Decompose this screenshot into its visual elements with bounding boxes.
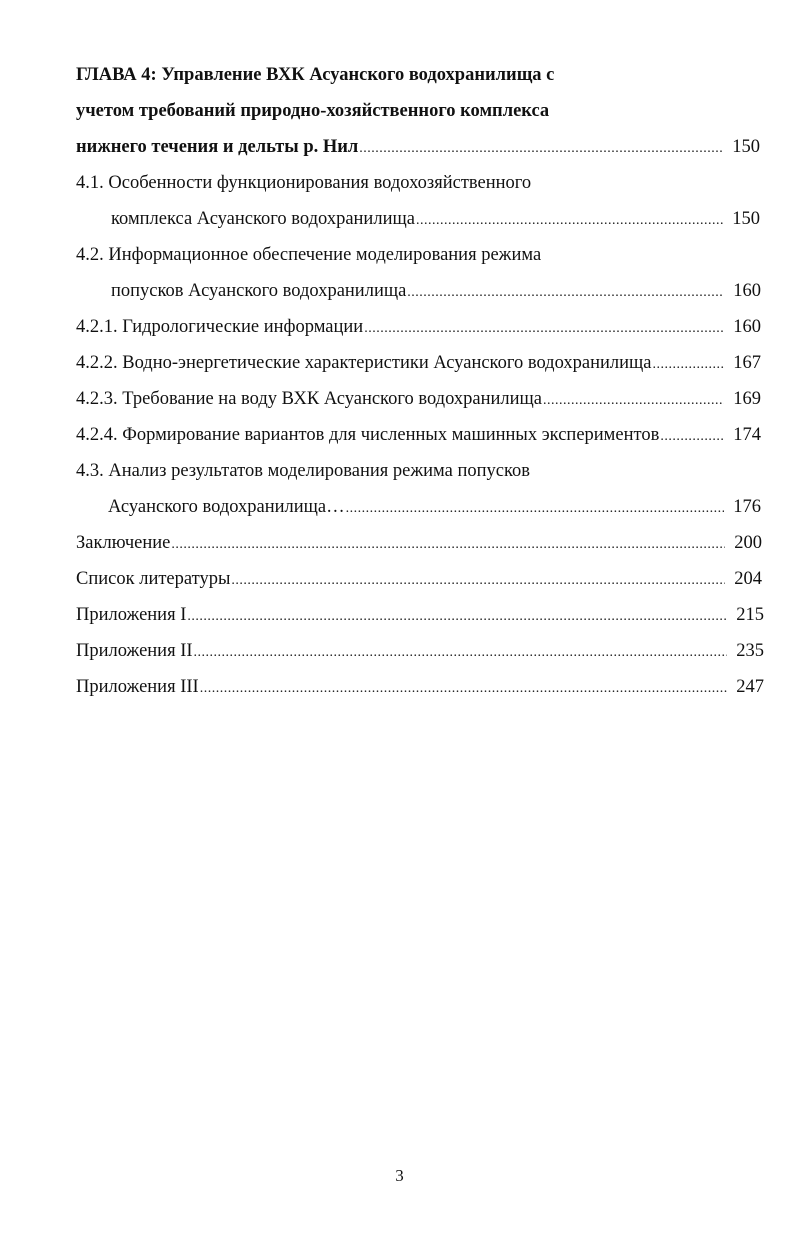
toc-entry-appendix-2 bbox=[76, 636, 764, 666]
dot-leader bbox=[200, 674, 728, 704]
toc-entry-text: 4.2.3. Требование на воду ВХК Асуанского водохранилища bbox=[76, 389, 542, 409]
toc-page-number: 176 bbox=[733, 497, 761, 517]
toc-entry-text: 4.2.2. Водно-энергетические характеристики Асуанского водохранилища bbox=[76, 353, 652, 373]
toc-entry-4-2-2 bbox=[76, 348, 761, 378]
dot-leader bbox=[187, 602, 727, 632]
toc-entry-text: Приложения I bbox=[76, 605, 187, 625]
toc-entry-4-1-line-2 bbox=[111, 204, 760, 234]
page-number: 3 bbox=[395, 1166, 404, 1185]
toc-page-number: 167 bbox=[733, 353, 761, 373]
toc-entry-text: попусков Асуанского водохранилища bbox=[111, 281, 407, 301]
dot-leader bbox=[231, 566, 725, 596]
toc-entry-4-2-line-1: 4.2. Информационное обеспечение моделирования режима bbox=[76, 245, 542, 265]
toc-entry-4-2-1 bbox=[76, 312, 761, 342]
toc-entry-text: Заключение bbox=[76, 533, 171, 553]
toc-entry-appendix-1 bbox=[76, 600, 764, 630]
toc-entry-text: 4.2.4. Формирование вариантов для численных машинных экспериментов bbox=[76, 425, 660, 445]
toc-page-number: 150 bbox=[732, 137, 760, 157]
toc-entry-text: Приложения II bbox=[76, 641, 193, 661]
chapter-title-line-1: ГЛАВА 4: Управление ВХК Асуанского водохранилища с bbox=[76, 65, 555, 85]
toc-entry-4-2-4 bbox=[76, 420, 761, 450]
toc-entry-text: Приложения III bbox=[76, 677, 199, 697]
toc-page-number: 215 bbox=[736, 605, 764, 625]
toc-page-number: 200 bbox=[734, 533, 762, 553]
dot-leader bbox=[364, 314, 724, 344]
chapter-title-line-2: учетом требований природно-хозяйственного комплекса bbox=[76, 101, 550, 121]
toc-page-number: 204 bbox=[734, 569, 762, 589]
toc-entry-4-3-line-2 bbox=[108, 492, 761, 522]
toc-entry-4-3-line-1: 4.3. Анализ результатов моделирования режима попусков bbox=[76, 461, 530, 481]
dot-leader bbox=[359, 134, 723, 164]
toc-entry-text: комплекса Асуанского водохранилища bbox=[111, 209, 415, 229]
toc-entry-references bbox=[76, 564, 762, 594]
dot-leader bbox=[660, 422, 724, 452]
toc-entry-4-1-line-1: 4.1. Особенности функционирования водохозяйственного bbox=[76, 173, 532, 193]
toc-entry-text: 4.2.1. Гидрологические информации bbox=[76, 317, 364, 337]
toc-page-number: 235 bbox=[736, 641, 764, 661]
toc-page-number: 247 bbox=[736, 677, 764, 697]
toc-entry-text: Список литературы bbox=[76, 569, 231, 589]
toc-entry-conclusion bbox=[76, 528, 762, 558]
toc-entry-appendix-3 bbox=[76, 672, 764, 702]
chapter-title-line-3 bbox=[76, 132, 760, 162]
toc-page-number: 150 bbox=[732, 209, 760, 229]
toc-page-number: 160 bbox=[733, 281, 761, 301]
dot-leader bbox=[407, 278, 724, 308]
toc-entry-4-2-line-2 bbox=[111, 276, 761, 306]
toc-page-number: 169 bbox=[733, 389, 761, 409]
dot-leader bbox=[171, 530, 725, 560]
dot-leader bbox=[194, 638, 728, 668]
toc-page-number: 174 bbox=[733, 425, 761, 445]
toc-page-number: 160 bbox=[733, 317, 761, 337]
dot-leader bbox=[543, 386, 724, 416]
toc-entry-4-2-3 bbox=[76, 384, 761, 414]
toc-entry-text: нижнего течения и дельты р. Нил bbox=[76, 137, 359, 157]
dot-leader bbox=[416, 206, 723, 236]
dot-leader bbox=[346, 494, 725, 524]
toc-entry-text: Асуанского водохранилища… bbox=[108, 497, 345, 517]
dot-leader bbox=[653, 350, 725, 380]
